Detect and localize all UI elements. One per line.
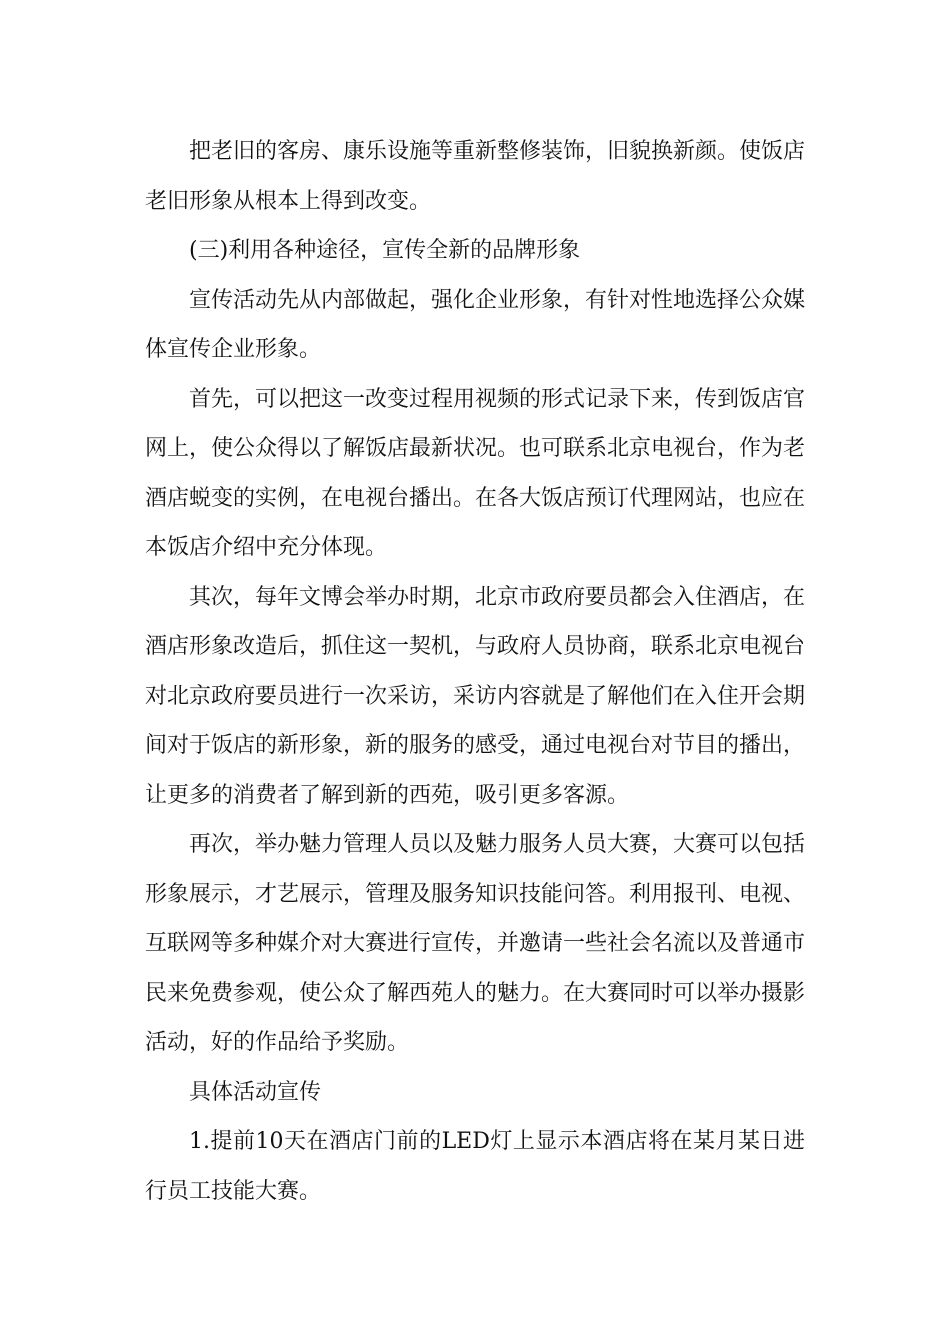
paragraph-second-interview: 其次，每年文博会举办时期，北京市政府要员都会入住酒店，在酒店形象改造后，抓住这一契机，与政府人员协商，联系北京电视台对北京政府要员进行一次采访，采访内容就是了解他们在入住开会期间对于饭店的新形象，新的服务的感受，通过电视台对节目的播出，让更多的消费者了解到新的西苑，吸引更多客源。	[145, 584, 806, 808]
paragraph-internal-promotion: 宣传活动先从内部做起，强化企业形象，有针对性地选择公众媒体宣传企业形象。	[145, 287, 806, 362]
paragraph-third-contest: 再次，举办魅力管理人员以及魅力服务人员大赛，大赛可以包括形象展示，才艺展示，管理及服务知识技能问答。利用报刊、电视、互联网等多种媒介对大赛进行宣传，并邀请一些社会名流以及普通市民来免费参观，使公众了解西苑人的魅力。在大赛同时可以举办摄影活动，好的作品给予奖励。	[145, 832, 806, 1055]
paragraph-first-video: 首先，可以把这一改变过程用视频的形式记录下来，传到饭店官网上，使公众得以了解饭店最新状况。也可联系北京电视台，作为老酒店蜕变的实例，在电视台播出。在各大饭店预订代理网站，也应在本饭店介绍中充分体现。	[145, 386, 806, 560]
section-heading-brand-promotion: (三)利用各种途径，宣传全新的品牌形象	[189, 238, 581, 263]
subheading-specific-activities: 具体活动宣传	[189, 1079, 322, 1105]
document-body	[145, 127, 805, 1216]
list-item-led-display: 1.提前10天在酒店门前的LED灯上显示本酒店将在某月某日进行员工技能大赛。	[145, 1129, 805, 1204]
paragraph-renovation: 把老旧的客房、康乐设施等重新整修装饰，旧貌换新颜。使饭店老旧形象从根本上得到改变。	[145, 139, 806, 214]
